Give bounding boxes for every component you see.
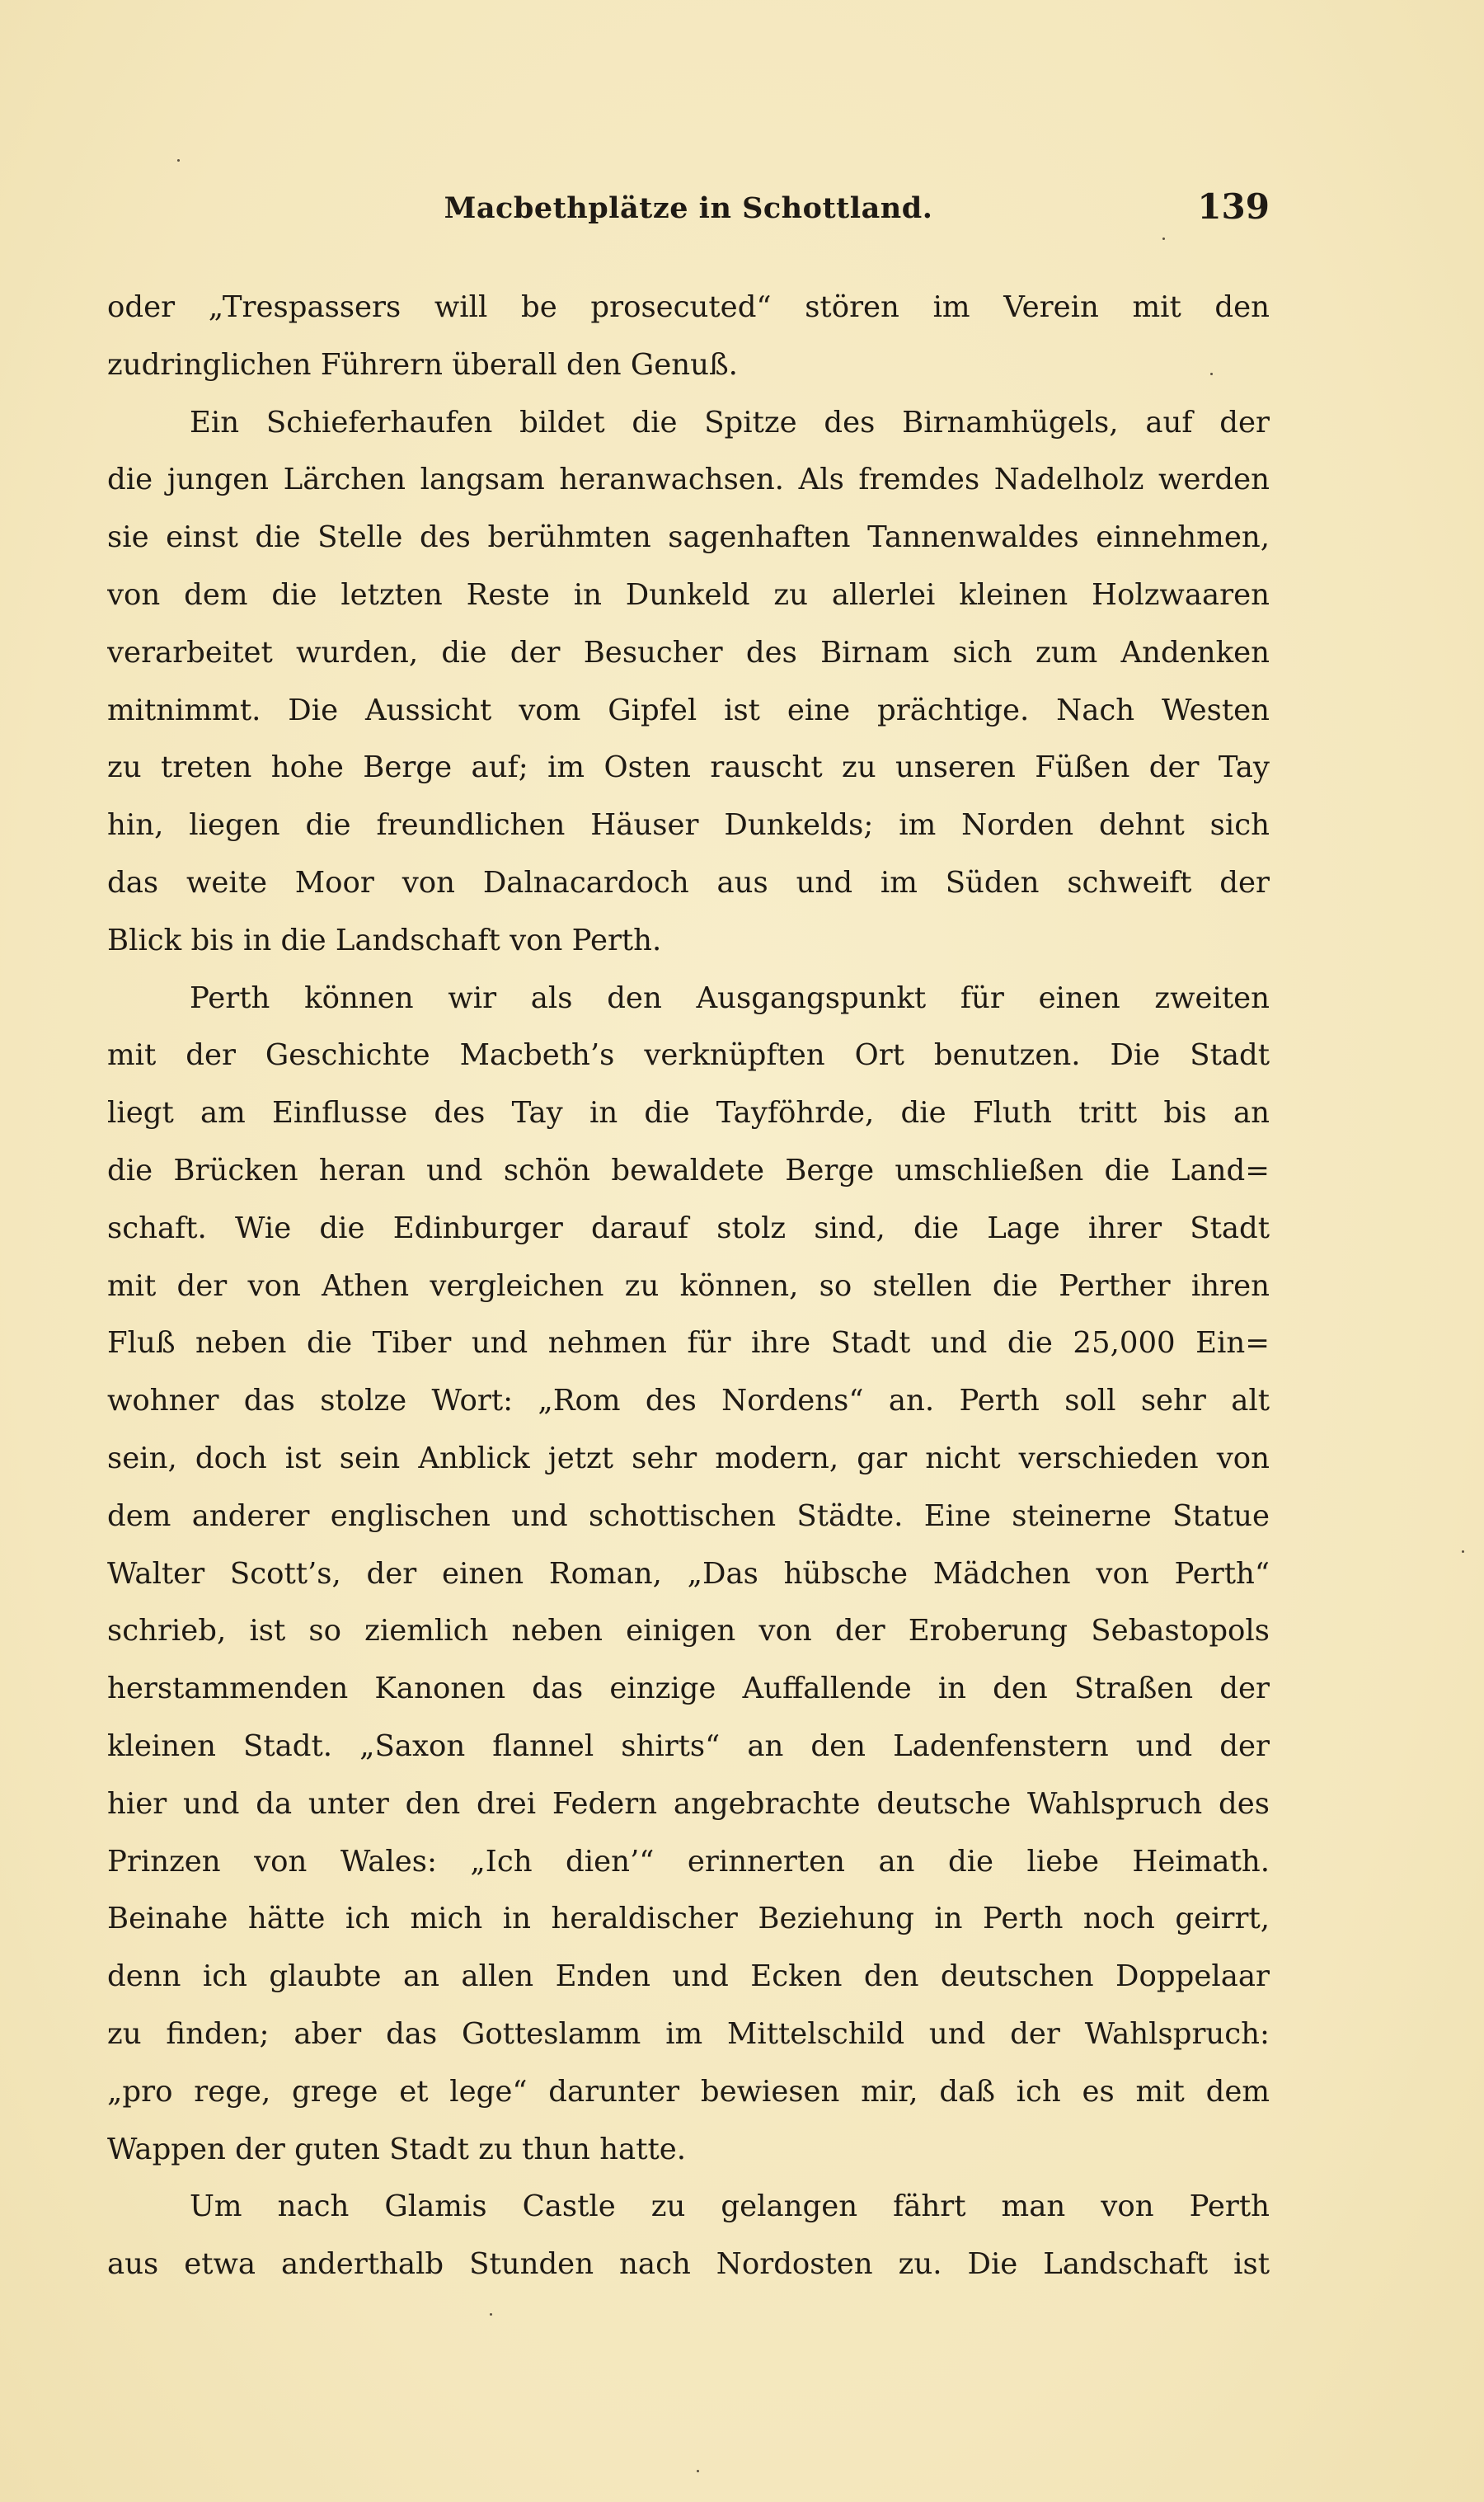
- text-line: schrieb, ist so ziemlich neben einigen von der Eroberung Sebastopols: [107, 1614, 1270, 1648]
- paragraph: [107, 2178, 1270, 2293]
- running-title: Macbethplätze in Schottland.: [444, 191, 933, 225]
- text-line: Ein Schieferhaufen bildet die Spitze des Birnamhügels, auf der: [190, 405, 1270, 440]
- paragraph: [107, 279, 1270, 394]
- print-speck: [697, 2470, 699, 2472]
- text-line: sein, doch ist sein Anblick jetzt sehr modern, gar nicht verschieden von: [107, 1441, 1270, 1475]
- text-line: verarbeitet wurden, die der Besucher des Birnam sich zum Andenken: [107, 635, 1270, 670]
- print-speck: [1210, 373, 1213, 375]
- text-line: Walter Scott’s, der einen Roman, „Das hübsche Mädchen von Perth“: [107, 1556, 1270, 1591]
- text-line: hier und da unter den drei Federn angebrachte deutsche Wahlspruch des: [107, 1786, 1270, 1821]
- text-line: mit der Geschichte Macbeth’s verknüpften Ort benutzen. Die Stadt: [107, 1038, 1270, 1073]
- text-line: Wappen der guten Stadt zu thun hatte.: [107, 2132, 687, 2166]
- text-line: die Brücken heran und schön bewaldete Berge umschließen die Land=: [107, 1153, 1270, 1188]
- print-speck: [1162, 238, 1165, 240]
- print-speck: [1462, 1550, 1464, 1553]
- text-line: mit der von Athen vergleichen zu können, so stellen die Perther ihren: [107, 1268, 1270, 1303]
- text-line: Um nach Glamis Castle zu gelangen fährt man von Perth: [190, 2189, 1270, 2224]
- print-speck: [490, 2313, 492, 2316]
- text-line: kleinen Stadt. „Saxon flannel shirts“ an den Ladenfenstern und der: [107, 1728, 1270, 1763]
- text-line: die jungen Lärchen langsam heranwachsen. Als fremdes Nadelholz werden: [107, 463, 1270, 497]
- text-line: denn ich glaubte an allen Enden und Ecken den deutschen Doppelaar: [107, 1959, 1270, 1994]
- text-line: „pro rege, grege et lege“ darunter bewiesen mir, daß ich es mit dem: [107, 2074, 1270, 2109]
- text-line: Prinzen von Wales: „Ich dien’“ erinnerten an die liebe Heimath.: [107, 1844, 1270, 1879]
- text-line: das weite Moor von Dalnacardoch aus und im Süden schweift der: [107, 865, 1270, 900]
- text-line: mitnimmt. Die Aussicht vom Gipfel ist eine prächtige. Nach Westen: [107, 693, 1270, 727]
- text-line: zu treten hohe Berge auf; im Osten rauscht zu unseren Füßen der Tay: [107, 750, 1270, 785]
- print-speck: [177, 159, 180, 162]
- text-line: dem anderer englischen und schottischen Städte. Eine steinerne Statue: [107, 1498, 1270, 1533]
- text-line: Fluß neben die Tiber und nehmen für ihre Stadt und die 25,000 Ein=: [107, 1326, 1270, 1361]
- text-line: sie einst die Stelle des berühmten sagenhaften Tannenwaldes einnehmen,: [107, 520, 1270, 555]
- text-line: zudringlichen Führern überall den Genuß.: [107, 347, 738, 382]
- text-line: zu finden; aber das Gotteslamm im Mittelschild und der Wahlspruch:: [107, 2016, 1270, 2051]
- page-number: 139: [1197, 186, 1270, 227]
- text-line: wohner das stolze Wort: „Rom des Nordens“ an. Perth soll sehr alt: [107, 1384, 1270, 1418]
- text-line: von dem die letzten Reste in Dunkeld zu allerlei kleinen Holzwaaren: [107, 577, 1270, 612]
- text-line: herstammenden Kanonen das einzige Auffallende in den Straßen der: [107, 1672, 1270, 1706]
- body-text: [107, 279, 1270, 2293]
- text-line: liegt am Einflusse des Tay in die Tayföhrde, die Fluth tritt bis an: [107, 1096, 1270, 1131]
- text-line: hin, liegen die freundlichen Häuser Dunkelds; im Norden dehnt sich: [107, 808, 1270, 843]
- paragraph: [107, 394, 1270, 970]
- running-header: [107, 186, 1270, 238]
- text-line: aus etwa anderthalb Stunden nach Nordosten zu. Die Landschaft ist: [107, 2247, 1270, 2282]
- text-line: schaft. Wie die Edinburger darauf stolz sind, die Lage ihrer Stadt: [107, 1211, 1270, 1245]
- text-line: Beinahe hätte ich mich in heraldischer Beziehung in Perth noch geirrt,: [107, 1902, 1270, 1936]
- text-line: Perth können wir als den Ausgangspunkt für einen zweiten: [190, 981, 1270, 1015]
- text-line: oder „Trespassers will be prosecuted“ stören im Verein mit den: [107, 290, 1270, 324]
- text-line: Blick bis in die Landschaft von Perth.: [107, 923, 662, 957]
- paragraph: [107, 970, 1270, 2179]
